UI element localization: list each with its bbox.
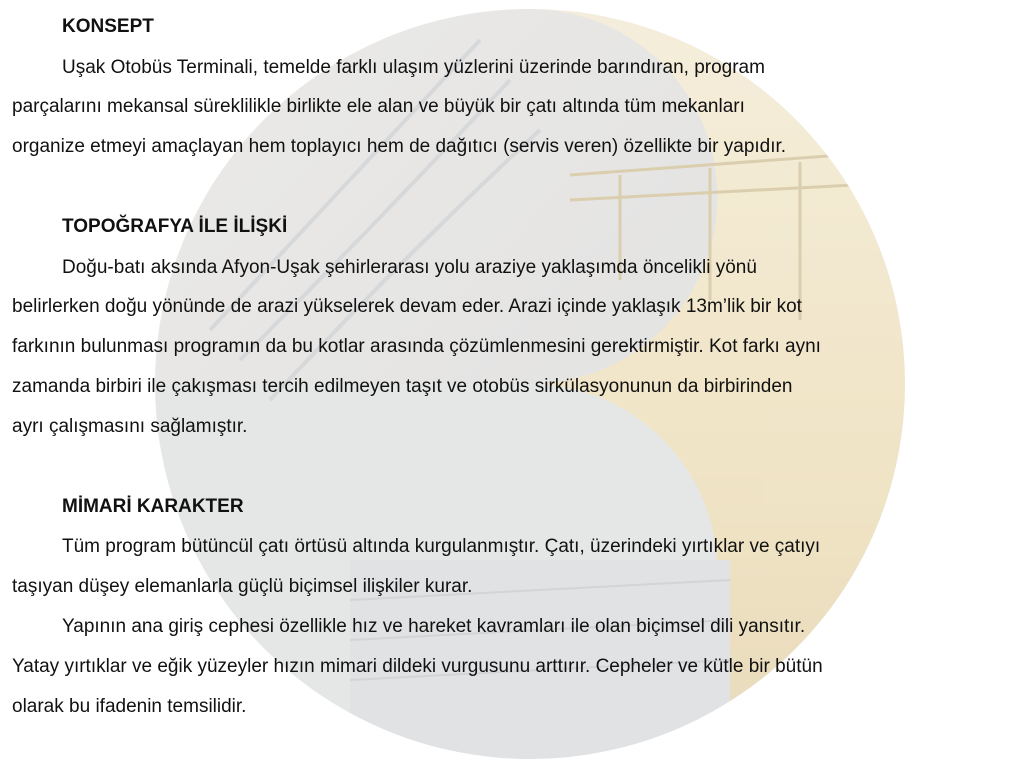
paragraph-line: taşıyan düşey elemanlarla güçlü biçimsel ilişkiler kurar. bbox=[12, 576, 473, 597]
paragraph-line: organize etmeyi amaçlayan hem toplayıcı hem de dağıtıcı (servis veren) özellikte bir yapıdır. bbox=[12, 136, 787, 157]
paragraph-line: Doğu-batı aksında Afyon-Uşak şehirlerarası yolu araziye yaklaşımda öncelikli yönü bbox=[62, 257, 757, 278]
heading-topografya: TOPOĞRAFYA İLE İLİŞKİ bbox=[62, 216, 288, 237]
heading-mimari-karakter: MİMARİ KARAKTER bbox=[62, 496, 244, 517]
paragraph-line: Yapının ana giriş cephesi özellikle hız ve hareket kavramları ile olan biçimsel dili yansıtır. bbox=[62, 616, 806, 637]
heading-konsept: KONSEPT bbox=[62, 16, 154, 37]
paragraph-line: olarak bu ifadenin temsilidir. bbox=[12, 696, 247, 717]
paragraph-line: parçalarını mekansal süreklilikle birlikte ele alan ve büyük bir çatı altında tüm mekanları bbox=[12, 96, 745, 117]
paragraph-line: zamanda birbiri ile çakışması tercih edilmeyen taşıt ve otobüs sirkülasyonunun da birbirinden bbox=[12, 376, 793, 397]
paragraph-line: farkının bulunması programın da bu kotlar arasında çözümlenmesini gerektirmiştir. Kot farkı aynı bbox=[12, 336, 821, 357]
paragraph-line: Uşak Otobüs Terminali, temelde farklı ulaşım yüzlerini üzerinde barındıran, program bbox=[62, 57, 765, 78]
paragraph-line: belirlerken doğu yönünde de arazi yükselerek devam eder. Arazi içinde yaklaşık 13m’lik bir kot bbox=[12, 296, 802, 317]
paragraph-line: Yatay yırtıklar ve eğik yüzeyler hızın mimari dildeki vurgusunu arttırır. Cepheler ve kütle bir bütün bbox=[12, 656, 823, 677]
paragraph-line: ayrı çalışmasını sağlamıştır. bbox=[12, 416, 248, 437]
paragraph-line: Tüm program bütüncül çatı örtüsü altında kurgulanmıştır. Çatı, üzerindeki yırtıklar ve çatıyı bbox=[62, 536, 821, 557]
